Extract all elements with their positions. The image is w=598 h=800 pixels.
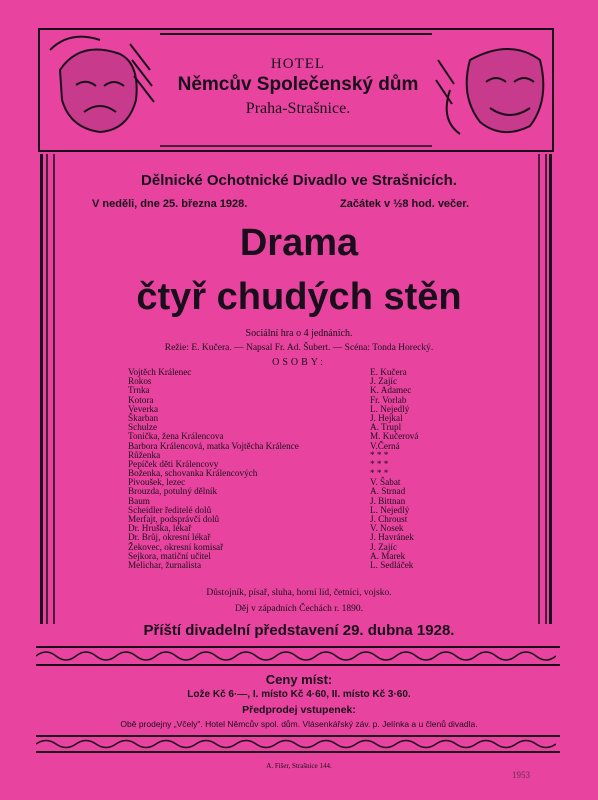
cast-row — [128, 561, 468, 570]
cast-row — [128, 442, 468, 451]
cast-row — [128, 377, 468, 386]
cast-row — [128, 386, 468, 395]
cast-role: Rokos — [128, 376, 152, 387]
ornament-band-upper — [36, 646, 560, 666]
cast-actor: * * * — [370, 468, 389, 479]
performance-date: V neděli, dne 25. března 1928. — [92, 198, 248, 210]
cast-actor: K. Adamec — [370, 385, 412, 396]
cast-row — [128, 414, 468, 423]
play-subtitle: Sociální hra o 4 jednáních. — [245, 328, 353, 339]
cast-actor: A. Strnad — [370, 486, 406, 497]
prices-heading: Ceny míst: — [265, 672, 333, 687]
cast-row — [128, 396, 468, 405]
cast-actor: L. Sedláček — [370, 559, 414, 570]
cast-actor: V. Nosek — [370, 523, 404, 534]
cast-role: Scheidler ředitelé dolů — [128, 504, 212, 515]
cast-row — [128, 368, 468, 377]
hotel-block — [120, 30, 476, 148]
cast-actor: J. Bittnan — [370, 495, 406, 506]
cast-role: Boženka, schovanka Králencových — [128, 468, 258, 479]
setting-note: Děj v západních Čechách r. 1890. — [235, 604, 363, 614]
prices-text: Lože Kč 6·—, I. místo Kč 4·60, II. místo Kč 3·60. — [187, 689, 411, 700]
cast-actor: A. Marek — [370, 550, 406, 561]
title-line-1: Drama — [239, 222, 359, 264]
hotel-label: HOTEL — [270, 56, 326, 72]
handwritten-note: 1953 — [512, 770, 530, 780]
cast-role: Tonička, žena Králencova — [128, 431, 224, 442]
cast-heading: OSOBY: — [272, 357, 326, 368]
cast-role: Sejkora, matiční učitel — [128, 550, 211, 561]
presale-text: Obě prodejny „Včely". Hotel Němcův spol. dům. Vlásenkářský záv. p. Jelínka a u členů divadla. — [120, 719, 478, 729]
cast-row — [128, 487, 468, 496]
wave-pattern-lower — [36, 737, 556, 751]
hotel-place: Praha-Strašnice. — [245, 100, 351, 117]
cast-role: Kotora — [128, 394, 154, 405]
cast-role: Barbora Králencová, matka Vojtěcha Králence — [128, 440, 299, 451]
start-time: Začátek v ½8 hod. večer. — [340, 198, 470, 210]
cast-actor: M. Kučerová — [370, 431, 419, 442]
cast-role: Dr. Hruška, lékař — [128, 523, 192, 534]
cast-role: Veverka — [128, 403, 159, 414]
cast-actor: A. Trupl — [370, 422, 402, 433]
cast-role: Růženka — [128, 449, 161, 460]
cast-list — [128, 368, 468, 570]
cast-actor: J. Havránek — [370, 532, 414, 543]
cast-actor: V. Šabat — [370, 477, 401, 488]
cast-actor: J. Zajíc — [370, 541, 398, 552]
cast-role: Brouzda, potulný dělník — [128, 486, 218, 497]
extras-note: Důstojník, písař, sluha, horní lid, četníci, vojsko. — [206, 588, 392, 598]
cast-actor: V.Černá — [370, 440, 400, 451]
title-line-2: čtyř chudých stěn — [136, 276, 462, 318]
printer-credit: A. Fišer, Strašnice 144. — [266, 762, 332, 770]
cast-actor: * * * — [370, 458, 389, 469]
hotel-name: Němcův Společenský dům — [177, 74, 419, 95]
cast-role: Schulze — [128, 422, 158, 433]
presale-heading: Předprodej vstupenek: — [242, 704, 356, 716]
cast-role: Trnka — [128, 385, 150, 396]
cast-actor: L. Nejedlý — [370, 504, 410, 515]
cast-actor: J. Zajíc — [370, 376, 398, 387]
cast-actor: Fr. Vorlab — [370, 394, 407, 405]
cast-role: Žekovec, okresní komisař — [128, 541, 224, 552]
play-credits: Režie: E. Kučera. — Napsal Fr. Ad. Šubert. — Scéna: Tonda Horecký. — [164, 343, 434, 353]
wave-pattern — [36, 648, 556, 664]
cast-role: Pepíček děti Králencovy — [128, 458, 219, 469]
cast-role: Škarban — [128, 412, 159, 423]
cast-role: Vojtěch Králenec — [128, 367, 192, 377]
next-performance: Příští divadelní představení 29. dubna 1928. — [143, 622, 455, 639]
cast-role: Merfajt, podsprávčí dolů — [128, 514, 220, 524]
cast-role: Dr. Brůj, okresní lékař — [128, 532, 211, 543]
cast-actor: * * * — [370, 449, 389, 460]
cast-actor: J. Hejkal — [370, 412, 403, 423]
cast-actor: L. Nejedlý — [370, 403, 410, 414]
organizer: Dělnické Ochotnické Divadlo ve Strašnicích. — [141, 172, 457, 189]
cast-role: Melichar, žurnalista — [128, 559, 202, 570]
ornament-band-lower — [36, 735, 560, 753]
cast-role: Baum — [128, 495, 150, 506]
cast-actor: E. Kučera — [370, 367, 407, 377]
cast-row — [128, 405, 468, 414]
cast-actor: J. Chroust — [370, 514, 408, 524]
cast-role: Pivoušek, lezec — [128, 477, 186, 488]
